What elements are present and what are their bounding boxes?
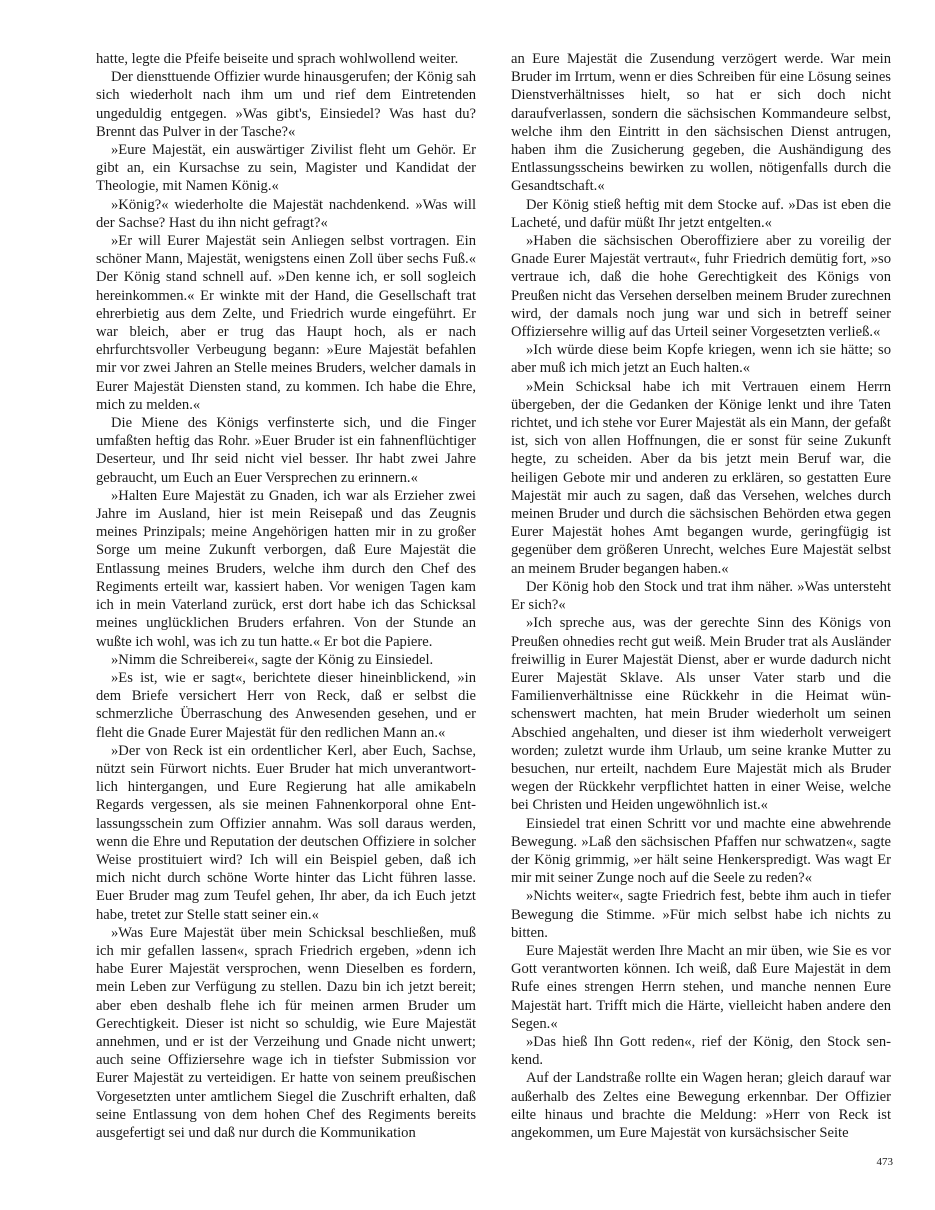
paragraph: Die Miene des Königs verfinsterte sich, und die Finger umfaßten heftig das Rohr. »Euer Bruder ist ein fahnenflüchtiger Deserteur, und Ihr seid nicht viel besser. Ihr habt zwei Jahre gebraucht, um Euch an Euer Versprechen zu erinnern.« bbox=[96, 415, 476, 486]
paragraph: »Er will Eurer Majestät sein Anliegen selbst vortragen. Ein schöner Mann, Majestät, wenigstens einen Zoll über sechs Fuß.« Der König stand schnell auf. »Den kenne ich, er soll sogleich hereinkommen.« Er winkte mit der Hand, die Gesellschaft trat ehrerbietig aus dem Zelte, und Friedrich wurde eingeführt. Er war bleich, aber er trug das Haupt hoch, als er nach ehrfurchtsvoller Verbeugung begann: »Eure Majestät befahlen mir vor zwei Jahren an Stelle meines Bruders, welcher damals in Eurer Majestät Diensten stand, zu kommen. Ich habe die Ehre, mich zu melden.« bbox=[96, 233, 476, 413]
paragraph: Einsiedel trat einen Schritt vor und machte eine abwehrende Bewegung. »Laß den sächsischen Pfaffen nur schwatzen«, sagte der König grimmig, »er hält seine Henkerspredigt. Was wagt Er mir mit seiner Zunge noch auf die Seele zu reden?« bbox=[511, 815, 891, 887]
paragraph: »Es ist, wie er sagt«, berichtete dieser hineinblickend, »in dem Briefe versichert Herr von Reck, daß er selbst die schmerzliche Überraschung des Anwesenden gesehen, und er fleht die Gnade Eurer Majestät für den redlichen Mann an.« bbox=[96, 669, 476, 741]
paragraph: an Eure Majestät die Zusendung verzögert werde. War mein Bruder im Irrtum, wenn er dies Schreiben für eine Lösung seines Dienstverhältnisses hielt, so hat er sich doch nicht daraufverlassen, sondern die sächsischen Kommandeure selbst, welche ihm den Eintritt in den sächsischen Dienst antrugen, haben ihm die Zusicherung gegeben, die Aushändigung des Entlassungsscheins bewirken zu wollen, nötigenfalls durch die Gesandtschaft.« bbox=[511, 51, 891, 195]
paragraph: Der König stieß heftig mit dem Stocke auf. »Das ist eben die Lacheté, und dafür müßt Ihr jetzt entgelten.« bbox=[511, 196, 891, 231]
paragraph: »Eure Majestät, ein auswärtiger Zivilist fleht um Gehör. Er gibt an, ein Kursachse zu sein, Magister und Kandidat der Theologie, mit Namen König.« bbox=[96, 142, 476, 195]
paragraph: »Das hieß Ihn Gott reden«, rief der König, den Stock senkend. bbox=[511, 1033, 891, 1069]
paragraph: »Ich würde diese beim Kopfe kriegen, wenn ich sie hätte; so aber muß ich mich jetzt an Euch halten.« bbox=[511, 342, 891, 377]
paragraph: »Der von Reck ist ein ordentlicher Kerl, aber Euch, Sachse, nützt sein Fürwort nichts. Euer Bruder hat mich unverantwortlich hintergangen, und Eure Regierung hat alle amikabeln Regards vergessen, als sie meinen Fahnenkorporal ohne Entlassungsschein zum Offizier annahm. Was soll daraus werden, wenn die Ehre und Reputation der deutschen Offiziere in solcher Weise prostituiert wird? Ich will ein Beispiel geben, daß ich mich nicht durch schöne Worte hinter das Licht führen lasse. Euer Bruder mag zum Teufel gehen, Ihr aber, da ich Euch jetzt habe, tretet zur Stelle statt seiner ein.« bbox=[96, 742, 476, 923]
page-number: 473 bbox=[876, 1156, 893, 1168]
paragraph: »Nimm die Schreiberei«, sagte der König zu Einsiedel. bbox=[111, 651, 434, 668]
paragraph: »Haben die sächsischen Oberoffiziere aber zu voreilig der Gnade Eurer Majestät vertraut«, fuhr Friedrich demütig fort, »so vertraue ich, daß die hohe Gerechtigkeit des Königs von Preußen nicht das Versehen derselben meinem Bruder zurechnen wird, der damals noch jung war und sich in betreff seiner Offiziersehre willig auf das Urteil seiner Vorgesetzten verließ.« bbox=[511, 233, 891, 341]
paragraph: »Mein Schicksal habe ich mit Vertrauen einem Herrn übergeben, der die Gedanken der Könige lenkt und ihre Taten richtet, und ich stehe vor Eurer Majestät als ein Mann, der gefaßt ist, sich von allen Hoffnungen, die er sonst für seine Zukunft hegte, zu scheiden. Aber da bis jetzt mein Beruf war, die heiligen Gebote mir und anderen zu erklären, so gestatten Eure Majestät mir auch zu sagen, daß das Versehen, welches durch meinen Bruder und durch die sächsischen Behörden etwa gegen Eurer Majestät hohes Amt begangen wurde, geringfügig ist gegenüber dem größeren Unrecht, welches Eure Majestät selbst an meinem Bruder begangen haben.« bbox=[511, 378, 891, 577]
paragraph: hatte, legte die Pfeife beiseite und sprach wohlwollend weiter. bbox=[96, 51, 459, 67]
paragraph: »Nichts weiter«, sagte Friedrich fest, bebte ihm auch in tiefer Bewegung die Stimme. »Für mich selbst habe ich nichts zu bitten. bbox=[511, 888, 891, 941]
left-column bbox=[96, 50, 476, 1142]
paragraph: Eure Majestät werden Ihre Macht an mir üben, wie Sie es vor Gott verantworten können. Ich weiß, daß Eure Majestät in dem Rufe eines strengen Herrn stehen, und manche nennen Eure Majestät hart. Trifft mich die Härte, vielleicht haben andere den Segen.« bbox=[511, 942, 891, 1032]
paragraph: Auf der Landstraße rollte ein Wagen heran; gleich darauf war außerhalb des Zeltes eine Bewegung erkennbar. Der Offizier eilte hinaus und brachte die Meldung: »Herr von Reck ist angekommen, um Eure Majestät von kursächsischer Seite bbox=[511, 1070, 891, 1141]
paragraph: Der König hob den Stock und trat ihm näher. »Was untersteht Er sich?« bbox=[511, 578, 891, 614]
right-column bbox=[511, 50, 891, 1142]
paragraph: »Halten Eure Majestät zu Gnaden, ich war als Erzieher zwei Jahre im Ausland, hier ist mein Reisepaß und das Zeugnis meines Prinzipals; meine Angehörigen hatten mir in zu großer Sorge um meine Zukunft verborgen, daß Eure Majestät die Entlassung meines Bruders, welche ihm durch den Chef des Regiments erteilt war, kassiert haben. Vor wenigen Tagen kam ich in mein Vaterland zurück, erst dort habe ich das Schicksal meines unglücklichen Bruders erfahren. Von der Stunde an wußte ich wohl, was ich zu tun hatte.« Er bot die Papiere. bbox=[96, 487, 476, 650]
paragraph: »Ich spreche aus, was der gerechte Sinn des Königs von Preußen ohnedies recht gut weiß. Mein Bruder trat als Ausländer freiwillig in Eurer Majestät Dienst, aber er wurde dadurch nicht Eurer Majestät Sklave. Als unser Vater starb und die Familienverhältnisse eine Rückkehr in die Heimat wünschenswert machten, hat mein Bruder wiederholt um seinen Abschied angehalten, und dieser ist ihm wiederholt verweigert worden; zuletzt wurde ihm Urlaub, um seine kranke Mutter zu besuchen, nur erteilt, nachdem Eure Majestät mich als Bruder wegen der Rückkehr verpflichtet hatten in einer Weise, welche bei Christen und Heiden ungewöhnlich ist.« bbox=[511, 615, 891, 814]
paragraph: »Was Eure Majestät über mein Schicksal beschließen, muß ich mir gefallen lassen«, sprach Friedrich ergeben, »denn ich habe Eurer Majestät versprochen, wenn Dieselben es fordern, mein Leben zur Verfügung zu stellen. Dazu bin ich jetzt bereit; aber eben deshalb flehe ich für meinen armen Bruder um Gerechtigkeit. Dieser ist nicht so schuldig, wie Eure Majestät annehmen, und er ist der Verzeihung und Gnade nicht unwert; auch seine Offiziersehre wage ich in tiefster Submission vor Eurer Majestät zu verteidigen. Er hatte von seinem preußischen Vorgesetzten unter amtlichem Siegel die Zuschrift erhalten, daß seine Entlassung von dem hohen Chef des Regiments bereits ausgefertigt sei und daß nur durch die Kommunikation bbox=[96, 924, 476, 1141]
paragraph: »König?« wiederholte die Majestät nachdenkend. »Was will der Sachse? Hast du ihn nicht gefragt?« bbox=[96, 196, 476, 231]
paragraph: Der diensttuende Offizier wurde hinausgerufen; der König sah sich wiederholt nach ihm um und rief dem Eintretenden ungeduldig entgegen. »Was gibt's, Einsiedel? Was hast du? Brennt das Pulver in der Tasche?« bbox=[96, 69, 476, 140]
